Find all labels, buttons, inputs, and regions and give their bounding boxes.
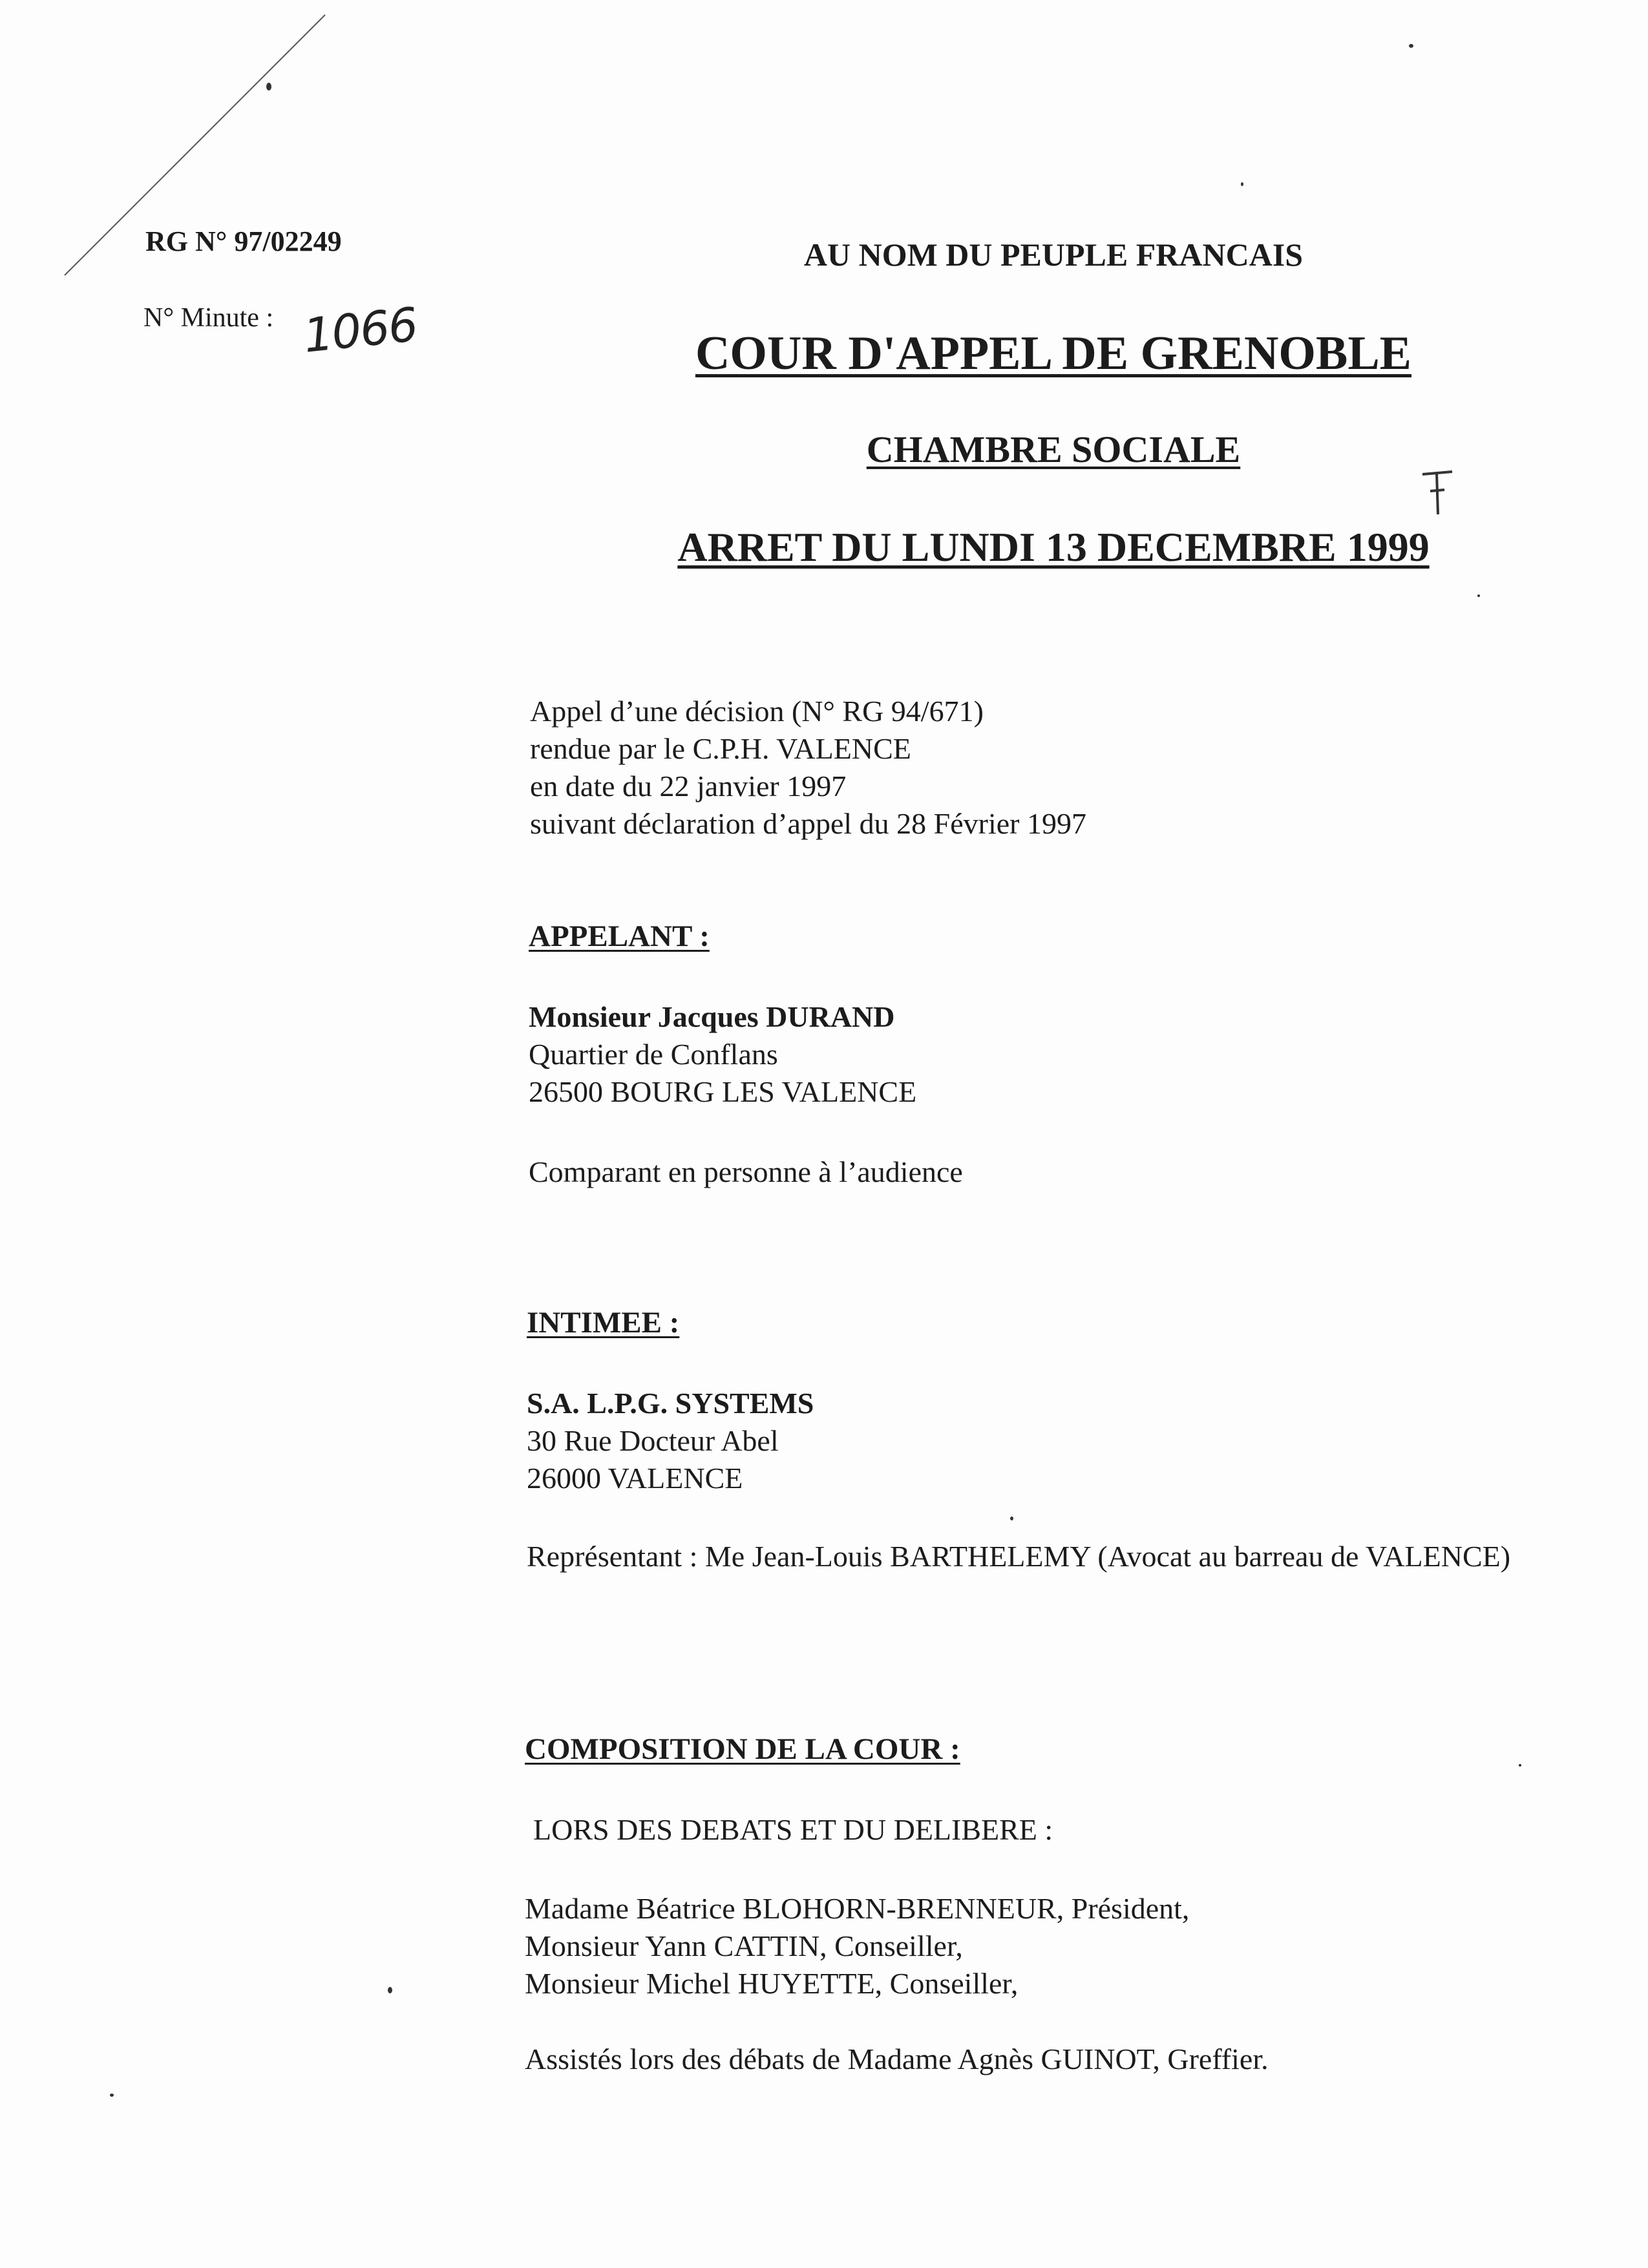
appelant-address-line: 26500 BOURG LES VALENCE bbox=[529, 1075, 917, 1108]
intimee-party bbox=[527, 1385, 814, 1497]
appelant-address-line: Quartier de Conflans bbox=[529, 1038, 778, 1071]
debats-label: LORS DES DEBATS ET DU DELIBERE : bbox=[533, 1813, 1053, 1846]
chamber-heading: CHAMBRE SOCIALE bbox=[866, 428, 1241, 470]
scan-artifact-speck bbox=[1241, 182, 1243, 186]
decision-date-heading: ARRET DU LUNDI 13 DECEMBRE 1999 bbox=[677, 524, 1430, 570]
appelant-heading: APPELANT : bbox=[529, 919, 710, 953]
scan-artifact-speck bbox=[266, 83, 271, 90]
intimee-address-line: 30 Rue Docteur Abel bbox=[527, 1424, 779, 1457]
judges-list bbox=[525, 1890, 1189, 2002]
scan-artifact-speck bbox=[388, 1987, 392, 1993]
appeal-line: Appel d’une décision (N° RG 94/671) bbox=[530, 695, 984, 728]
scan-artifact-speck bbox=[1409, 44, 1413, 48]
intimee-heading: INTIMEE : bbox=[527, 1306, 680, 1339]
judge-line: Monsieur Yann CATTIN, Conseiller, bbox=[525, 1929, 963, 1962]
scan-artifact-mark bbox=[1419, 465, 1457, 523]
appelant-name: Monsieur Jacques DURAND bbox=[529, 1000, 895, 1033]
judge-line: Madame Béatrice BLOHORN-BRENNEUR, Président, bbox=[525, 1892, 1190, 1925]
judge-line: Monsieur Michel HUYETTE, Conseiller, bbox=[525, 1967, 1019, 2000]
scan-artifact-speck bbox=[1010, 1517, 1013, 1520]
appelant-note: Comparant en personne à l’audience bbox=[529, 1155, 963, 1188]
intimee-address-line: 26000 VALENCE bbox=[527, 1462, 743, 1495]
case-rg-number: RG N° 97/02249 bbox=[145, 226, 342, 257]
greffier-line: Assistés lors des débats de Madame Agnès GUINOT, Greffier. bbox=[525, 2042, 1269, 2075]
minute-handwritten-value: 1066 bbox=[301, 297, 419, 363]
composition-heading: COMPOSITION DE LA COUR : bbox=[525, 1732, 960, 1766]
appelant-party bbox=[529, 998, 916, 1111]
scan-artifact-speck bbox=[1477, 594, 1480, 597]
minute-label: N° Minute : bbox=[143, 303, 274, 333]
appeal-line: rendue par le C.P.H. VALENCE bbox=[530, 732, 911, 765]
court-name-heading: COUR D'APPEL DE GRENOBLE bbox=[695, 327, 1412, 380]
scan-artifact-speck bbox=[110, 2094, 114, 2097]
intimee-name: S.A. L.P.G. SYSTEMS bbox=[527, 1387, 814, 1420]
intimee-representant: Représentant : Me Jean-Louis BARTHELEMY (Avocat au barreau de VALENCE) bbox=[527, 1540, 1511, 1573]
appeal-details bbox=[530, 693, 1086, 843]
scan-artifact-speck bbox=[1519, 1764, 1521, 1767]
appeal-line: en date du 22 janvier 1997 bbox=[530, 770, 847, 803]
appeal-line: suivant déclaration d’appel du 28 Février 1997 bbox=[530, 807, 1086, 840]
peuple-francais-heading: AU NOM DU PEUPLE FRANCAIS bbox=[803, 236, 1304, 273]
